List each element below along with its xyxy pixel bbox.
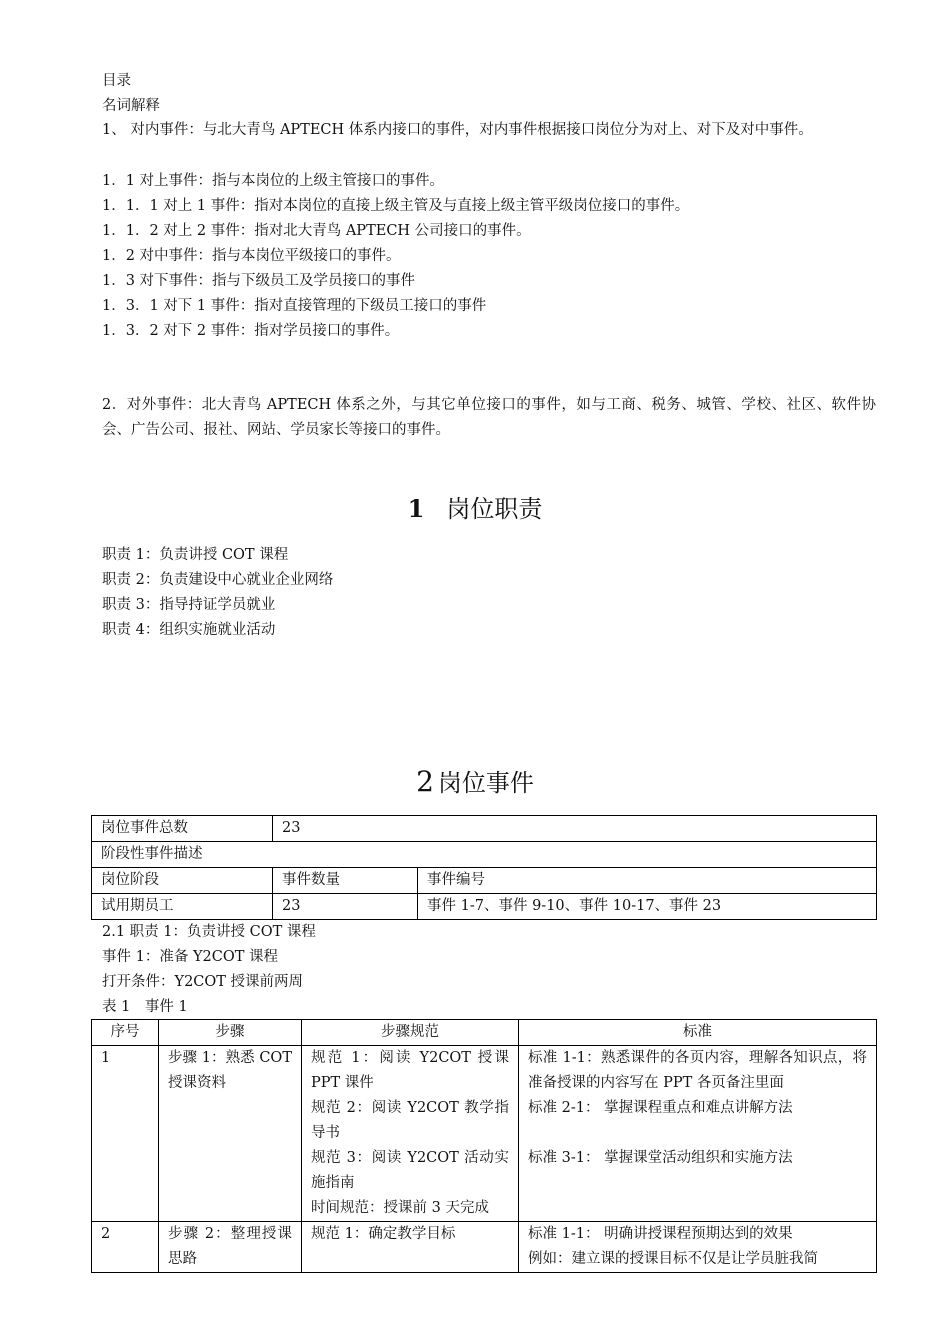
row1-standard-3: 标准 3-1： 掌握课堂活动组织和实施方法: [528, 1150, 793, 1166]
spacer: [528, 1121, 867, 1146]
row1-spec-3: 规范 3：阅读 Y2COT 活动实施指南: [311, 1150, 509, 1191]
section2-number: 2: [416, 765, 434, 798]
section1-number: 1: [407, 494, 425, 523]
section2-title: 岗位事件: [437, 769, 534, 797]
total-events-label: 岗位事件总数: [92, 816, 273, 842]
row2-standard-1: 标准 1-1： 明确讲授课程预期达到的效果: [528, 1226, 793, 1242]
table-row: [92, 1046, 877, 1222]
stage-description-label: 阶段性事件描述: [92, 842, 877, 868]
duty-3: 职责 3：指导持证学员就业: [102, 597, 276, 613]
definition-external-events: 2．对外事件：北大青鸟 APTECH 体系之外，与其它单位接口的事件，如与工商、税务、城管、学校、社区、软件协会、广告公司、报社、网站、学员家长等接口的事件。: [102, 397, 876, 438]
header-spec: 步骤规范: [302, 1020, 519, 1046]
row1-spec-2: 规范 2：阅读 Y2COT 教学指导书: [311, 1100, 509, 1141]
row1-standards: [519, 1046, 877, 1222]
total-events-value: 23: [273, 816, 877, 842]
section1-title: 岗位职责: [446, 495, 543, 523]
cell-event-ids: 事件 1-7、事件 9-10、事件 10-17、事件 23: [418, 894, 877, 920]
definition-downward: 1．3 对下事件：指与下级员工及学员接口的事件: [102, 273, 416, 289]
definition-upward: 1．1 对上事件：指与本岗位的上级主管接口的事件。: [102, 173, 445, 189]
row1-no: 1: [92, 1046, 159, 1222]
row1-specs: [302, 1046, 519, 1222]
definition-downward-2: 1．3．2 对下 2 事件：指对学员接口的事件。: [102, 323, 400, 339]
table-row: [92, 868, 877, 894]
definition-upward-2: 1．1．2 对上 2 事件：指对北大青鸟 APTECH 公司接口的事件。: [102, 223, 531, 239]
definition-downward-1: 1．3．1 对下 1 事件：指对直接管理的下级员工接口的事件: [102, 298, 487, 314]
table-row: [92, 894, 877, 920]
open-condition: 打开条件：Y2COT 授课前两周: [102, 974, 304, 990]
duty-2: 职责 2：负责建设中心就业企业网络: [102, 572, 334, 588]
row2-spec-1: 规范 1：确定教学目标: [311, 1226, 456, 1242]
subsection-heading: 2.1 职责 1：负责讲授 COT 课程: [102, 924, 316, 940]
row2-specs: [302, 1222, 519, 1273]
row1-step: 步骤 1：熟悉 COT 授课资料: [159, 1046, 302, 1222]
row2-example: 例如：建立课的授课目标不仅是让学员脏我简: [528, 1251, 818, 1267]
row1-spec-1: 规范 1：阅读 Y2COT 授课 PPT 课件: [311, 1050, 509, 1091]
header-count: 事件数量: [273, 868, 418, 894]
table-row: [92, 816, 877, 842]
row2-no: 2: [92, 1222, 159, 1273]
row2-step: 步骤 2：整理授课思路: [159, 1222, 302, 1273]
row2-standards: [519, 1222, 877, 1273]
section1-heading: [0, 494, 950, 524]
glossary-label: 名词解释: [102, 98, 160, 114]
table-header-row: [92, 1020, 877, 1046]
event-name: 事件 1：准备 Y2COT 课程: [102, 949, 279, 965]
duty-1: 职责 1：负责讲授 COT 课程: [102, 547, 289, 563]
header-stage: 岗位阶段: [92, 868, 273, 894]
row1-standard-1: 标准 1-1：熟悉课件的各页内容，理解各知识点，将准备授课的内容写在 PPT 各页备注里面: [528, 1050, 867, 1091]
definition-internal-events: 1、 对内事件：与北大青鸟 APTECH 体系内接口的事件，对内事件根据接口岗位分为对上、对下及对中事件。: [102, 122, 813, 138]
table-row: [92, 1222, 877, 1273]
section2-heading: [0, 766, 950, 799]
header-standard: 标准: [519, 1020, 877, 1046]
header-no: 序号: [92, 1020, 159, 1046]
event-steps-table: [91, 1019, 877, 1273]
row1-spec-time: 时间规范：授课前 3 天完成: [311, 1200, 489, 1216]
toc-label: 目录: [102, 73, 131, 89]
header-event-ids: 事件编号: [418, 868, 877, 894]
row1-standard-2: 标准 2-1： 掌握课程重点和难点讲解方法: [528, 1100, 793, 1116]
event-summary-table: [91, 815, 877, 920]
cell-stage: 试用期员工: [92, 894, 273, 920]
table-row: [92, 842, 877, 868]
table-caption: 表 1 事件 1: [102, 999, 188, 1015]
duty-4: 职责 4：组织实施就业活动: [102, 622, 276, 638]
header-step: 步骤: [159, 1020, 302, 1046]
cell-count: 23: [273, 894, 418, 920]
definition-peer: 1．2 对中事件：指与本岗位平级接口的事件。: [102, 248, 401, 264]
definition-upward-1: 1．1．1 对上 1 事件：指对本岗位的直接上级主管及与直接上级主管平级岗位接口的事件。: [102, 198, 690, 214]
